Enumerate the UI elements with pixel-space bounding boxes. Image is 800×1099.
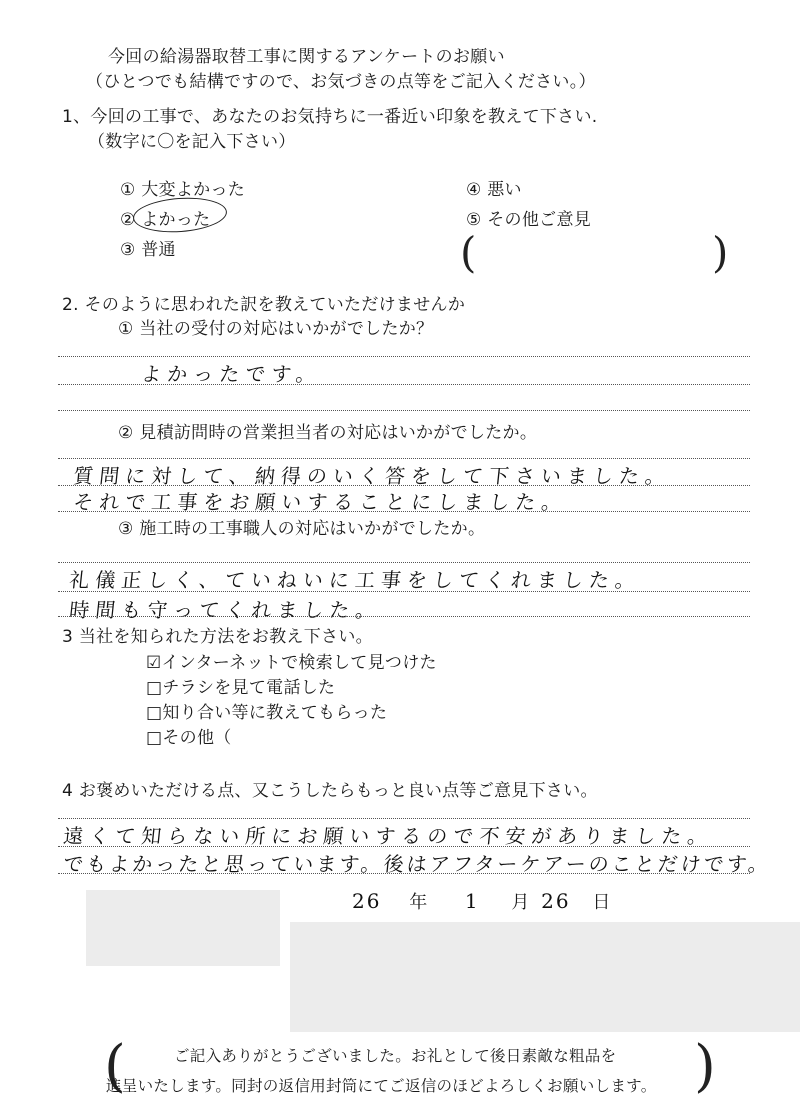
q1-option-3[interactable]: ③ 普通 bbox=[120, 240, 176, 260]
q2-question: 2. そのように思われた訳を教えていただけませんか bbox=[62, 295, 466, 315]
q4-question: 4 お褒めいただける点、又こうしたらもっと良い点等ご意見下さい。 bbox=[62, 781, 598, 801]
footer-line2: 進呈いたします。同封の返信用封筒にてご返信のほどよろしくお願いします。 bbox=[106, 1077, 657, 1095]
q4-answer-line2[interactable]: でもよかったと思っています。後はアフターケアーのことだけです。 bbox=[62, 852, 773, 876]
answer-line bbox=[58, 873, 750, 874]
answer-line bbox=[58, 591, 750, 592]
q3-question: 3 当社を知られた方法をお教え下さい。 bbox=[62, 627, 373, 647]
date-day-value[interactable]: 26 bbox=[541, 889, 571, 913]
q2-answer-3-line2[interactable]: 時間も守ってくれました。 bbox=[68, 598, 383, 622]
answer-line bbox=[58, 410, 750, 411]
q3-option-other[interactable]: □その他（ bbox=[146, 728, 232, 748]
q1-option-4[interactable]: ④ 悪い bbox=[466, 180, 522, 200]
answer-line bbox=[58, 818, 750, 819]
q1-option-5[interactable]: ⑤ その他ご意見 bbox=[466, 210, 592, 230]
date-year-label: 年 bbox=[409, 892, 428, 913]
survey-title: 今回の給湯器取替工事に関するアンケートのお願い bbox=[108, 47, 505, 67]
q3-option-internet[interactable]: ☑インターネットで検索して見つけた bbox=[146, 653, 437, 673]
footer-paren-close: ) bbox=[694, 1034, 716, 1099]
q2-answer-2-line1[interactable]: 質問に対して、納得のいく答をして下さいました。 bbox=[72, 464, 673, 488]
redacted-block bbox=[290, 922, 800, 1032]
q2-answer-2-line2[interactable]: それで工事をお願いすることにしました。 bbox=[72, 490, 569, 514]
q2-sub2: ② 見積訪問時の営業担当者の対応はいかがでしたか。 bbox=[118, 423, 538, 443]
answer-line bbox=[58, 384, 750, 385]
q3-option-flyer[interactable]: □チラシを見て電話した bbox=[146, 678, 336, 698]
q2-sub1: ① 当社の受付の対応はいかがでしたか？ bbox=[118, 319, 434, 339]
answer-line bbox=[58, 562, 750, 563]
q2-answer-3-line1[interactable]: 礼儀正しく、ていねいに工事をしてくれました。 bbox=[68, 568, 643, 592]
date-row bbox=[352, 888, 610, 914]
answer-line bbox=[58, 458, 750, 459]
q1-option-1[interactable]: ① 大変よかった bbox=[120, 180, 246, 200]
date-day-label: 日 bbox=[592, 892, 611, 913]
q1-instruction: （数字に〇を記入下さい） bbox=[88, 132, 296, 152]
q4-answer-line1[interactable]: 遠くて知らない所にお願いするので不安がありました。 bbox=[62, 824, 715, 848]
q3-option-acquaintance[interactable]: □知り合い等に教えてもらった bbox=[146, 703, 388, 723]
answer-line bbox=[58, 511, 750, 512]
date-month-value[interactable]: 1 bbox=[464, 889, 484, 913]
redacted-block bbox=[86, 890, 280, 966]
q2-sub3: ③ 施工時の工事職人の対応はいかがでしたか。 bbox=[118, 519, 486, 539]
q1-question: 1、今回の工事で、あなたのお気持ちに一番近い印象を教えて下さい. bbox=[62, 107, 598, 127]
other-paren-close: ) bbox=[712, 228, 729, 277]
answer-line bbox=[58, 616, 750, 617]
q2-answer-1[interactable]: よかったです。 bbox=[140, 362, 324, 386]
footer-paren-open: ( bbox=[104, 1034, 126, 1099]
selected-circle-mark bbox=[132, 195, 228, 235]
q1-option-2[interactable]: ② よかった bbox=[120, 210, 211, 230]
date-year-value[interactable]: 26 bbox=[352, 889, 382, 913]
date-month-label: 月 bbox=[511, 892, 530, 913]
other-paren-open: ( bbox=[460, 228, 477, 277]
survey-subtitle: （ひとつでも結構ですので、お気づきの点等をご記入ください。） bbox=[86, 72, 596, 92]
answer-line bbox=[58, 846, 750, 847]
answer-line bbox=[58, 356, 750, 357]
footer-line1: ご記入ありがとうございました。お礼として後日素敵な粗品を bbox=[174, 1047, 617, 1065]
